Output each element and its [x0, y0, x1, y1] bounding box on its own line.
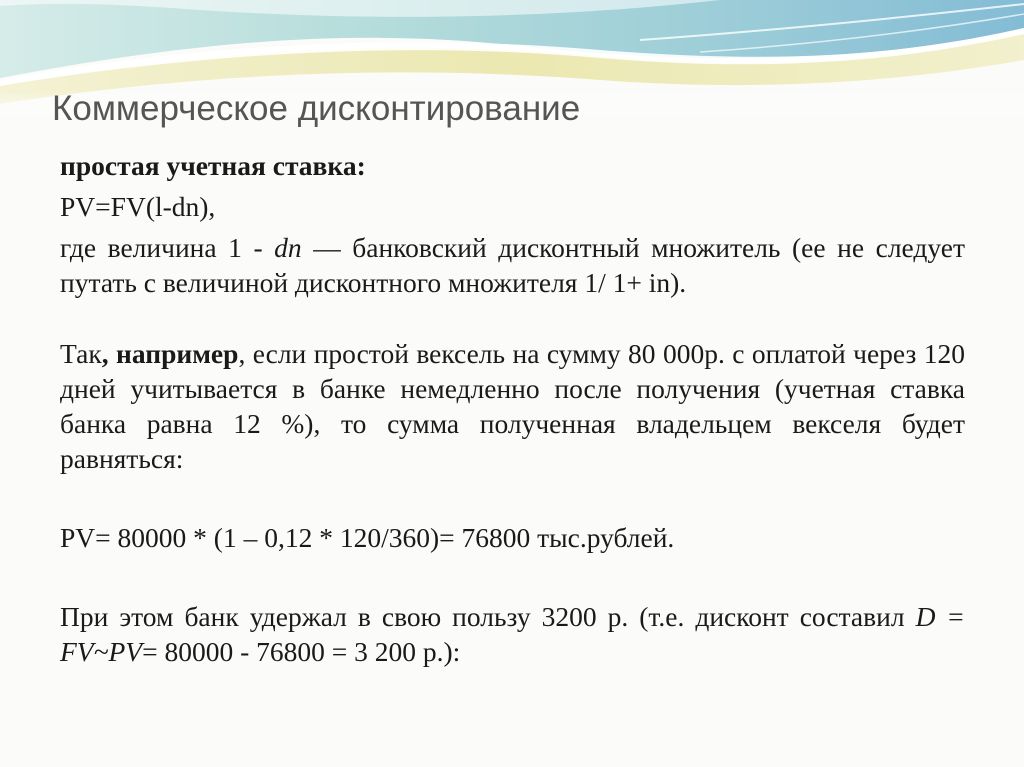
conclusion-part2: = 80000 - 76800 = 3 200 р.): — [142, 636, 461, 667]
explanation-part2: — банковский дисконтный множитель (ее не следует путать с величиной дисконтного множителя 1/ 1+ in). — [60, 232, 965, 298]
conclusion-part1: При этом банк удержал в свою пользу 3200 р. (т.е. дисконт составил — [60, 601, 916, 632]
explanation-paragraph — [60, 230, 965, 300]
slide-body — [60, 148, 965, 669]
main-formula: PV=FV(l-dn), — [60, 191, 216, 222]
example-body: , если простой вексель на сумму 80 000р. с оплатой через 120 дней учитывается в банке немедленно после получения (учетная ставка банка равна 12 %), то сумма полученная владельцем векселя будет равняться: — [60, 338, 965, 474]
subheading: простая учетная ставка: — [60, 150, 366, 181]
explanation-part1: где величина 1 - — [60, 232, 275, 263]
conclusion-formula: D = FV~PV — [60, 601, 965, 667]
example-paragraph — [60, 336, 965, 476]
conclusion-paragraph — [60, 599, 965, 669]
slide-title: Коммерческое дисконтирование — [52, 89, 581, 128]
calculation-line: PV= 80000 * (1 – 0,12 * 120/360)= 76800 тыс.рублей. — [60, 522, 675, 553]
example-bold: , например — [101, 338, 239, 369]
example-intro: Так — [60, 338, 102, 369]
explanation-dn: dn — [274, 232, 302, 263]
